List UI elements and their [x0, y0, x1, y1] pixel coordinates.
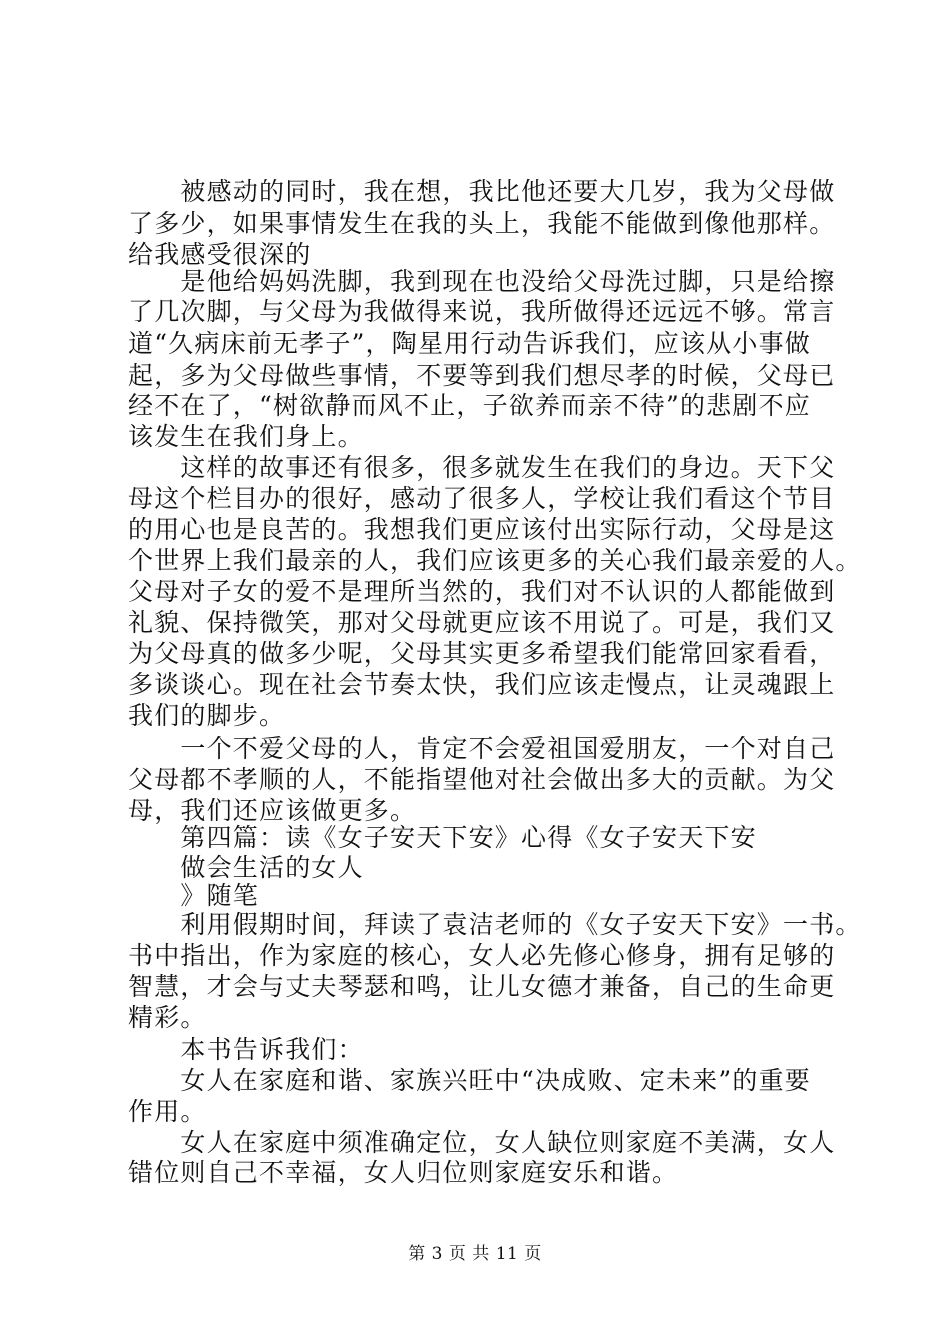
body-line: 母，我们还应该做更多。 [128, 796, 417, 825]
body-line: 被感动的同时，我在想，我比他还要大几岁，我为父母做 [128, 177, 836, 206]
body-line: 书中指出，作为家庭的核心，女人必先修心修身，拥有足够的 [128, 941, 836, 970]
body-line: 礼貌、保持微笑，那对父母就更应该不用说了。可是，我们又 [128, 608, 836, 637]
body-line: 的用心也是良苦的。我想我们更应该付出实际行动，父母是这 [128, 515, 836, 544]
body-line: 给我感受很深的 [128, 240, 312, 269]
body-line: 女人在家庭中须准确定位，女人缺位则家庭不美满，女人 [128, 1128, 836, 1157]
body-line: 为父母真的做多少呢，父母其实更多希望我们能常回家看看， [128, 639, 836, 668]
body-line: 经不在了，“树欲静而风不止，子欲养而亲不待”的悲剧不应 [128, 391, 811, 420]
body-line: 我们的脚步。 [128, 701, 286, 730]
body-line: 了多少，如果事情发生在我的头上，我能不能做到像他那样。 [128, 209, 836, 238]
body-line: 道“久病床前无孝子”，陶星用行动告诉我们，应该从小事做 [128, 329, 811, 358]
body-line: 该发生在我们身上。 [128, 422, 364, 451]
body-line: 了几次脚，与父母为我做得来说，我所做得还远远不够。常言 [128, 297, 836, 326]
body-line: 父母对子女的爱不是理所当然的，我们对不认识的人都能做到 [128, 577, 836, 606]
body-line: 母这个栏目办的很好，感动了很多人，学校让我们看这个节目 [128, 484, 836, 513]
body-line: 女人在家庭和谐、家族兴旺中“决成败、定未来”的重要 [128, 1066, 811, 1095]
section-heading: 做会生活的女人 [128, 853, 364, 882]
body-line: 一个不爱父母的人，肯定不会爱祖国爱朋友，一个对自己 [128, 734, 836, 763]
body-line: 起，多为父母做些事情，不要等到我们想尽孝的时候，父母已 [128, 361, 836, 390]
body-line: 利用假期时间，拜读了袁洁老师的《女子安天下安》一书。 [128, 910, 862, 939]
body-line: 作用。 [128, 1097, 207, 1126]
section-heading: 》随笔 [128, 881, 260, 910]
body-line: 这样的故事还有很多，很多就发生在我们的身边。天下父 [128, 453, 836, 482]
body-line: 错位则自己不幸福，女人归位则家庭安乐和谐。 [128, 1158, 679, 1187]
body-line: 本书告诉我们： [128, 1035, 364, 1064]
section-heading: 第四篇：读《女子安天下安》心得《女子安天下安 [128, 823, 757, 852]
page-number-footer: 第 3 页 共 11 页 [408, 1244, 542, 1264]
body-line: 精彩。 [128, 1003, 207, 1032]
body-line: 智慧，才会与丈夫琴瑟和鸣，让儿女德才兼备，自己的生命更 [128, 972, 836, 1001]
body-line: 多谈谈心。现在社会节奏太快，我们应该走慢点，让灵魂跟上 [128, 670, 836, 699]
body-line: 个世界上我们最亲的人，我们应该更多的关心我们最亲爱的人。 [128, 546, 862, 575]
body-line: 父母都不孝顺的人，不能指望他对社会做出多大的贡献。为父 [128, 765, 836, 794]
body-line: 是他给妈妈洗脚，我到现在也没给父母洗过脚，只是给擦 [128, 267, 836, 296]
